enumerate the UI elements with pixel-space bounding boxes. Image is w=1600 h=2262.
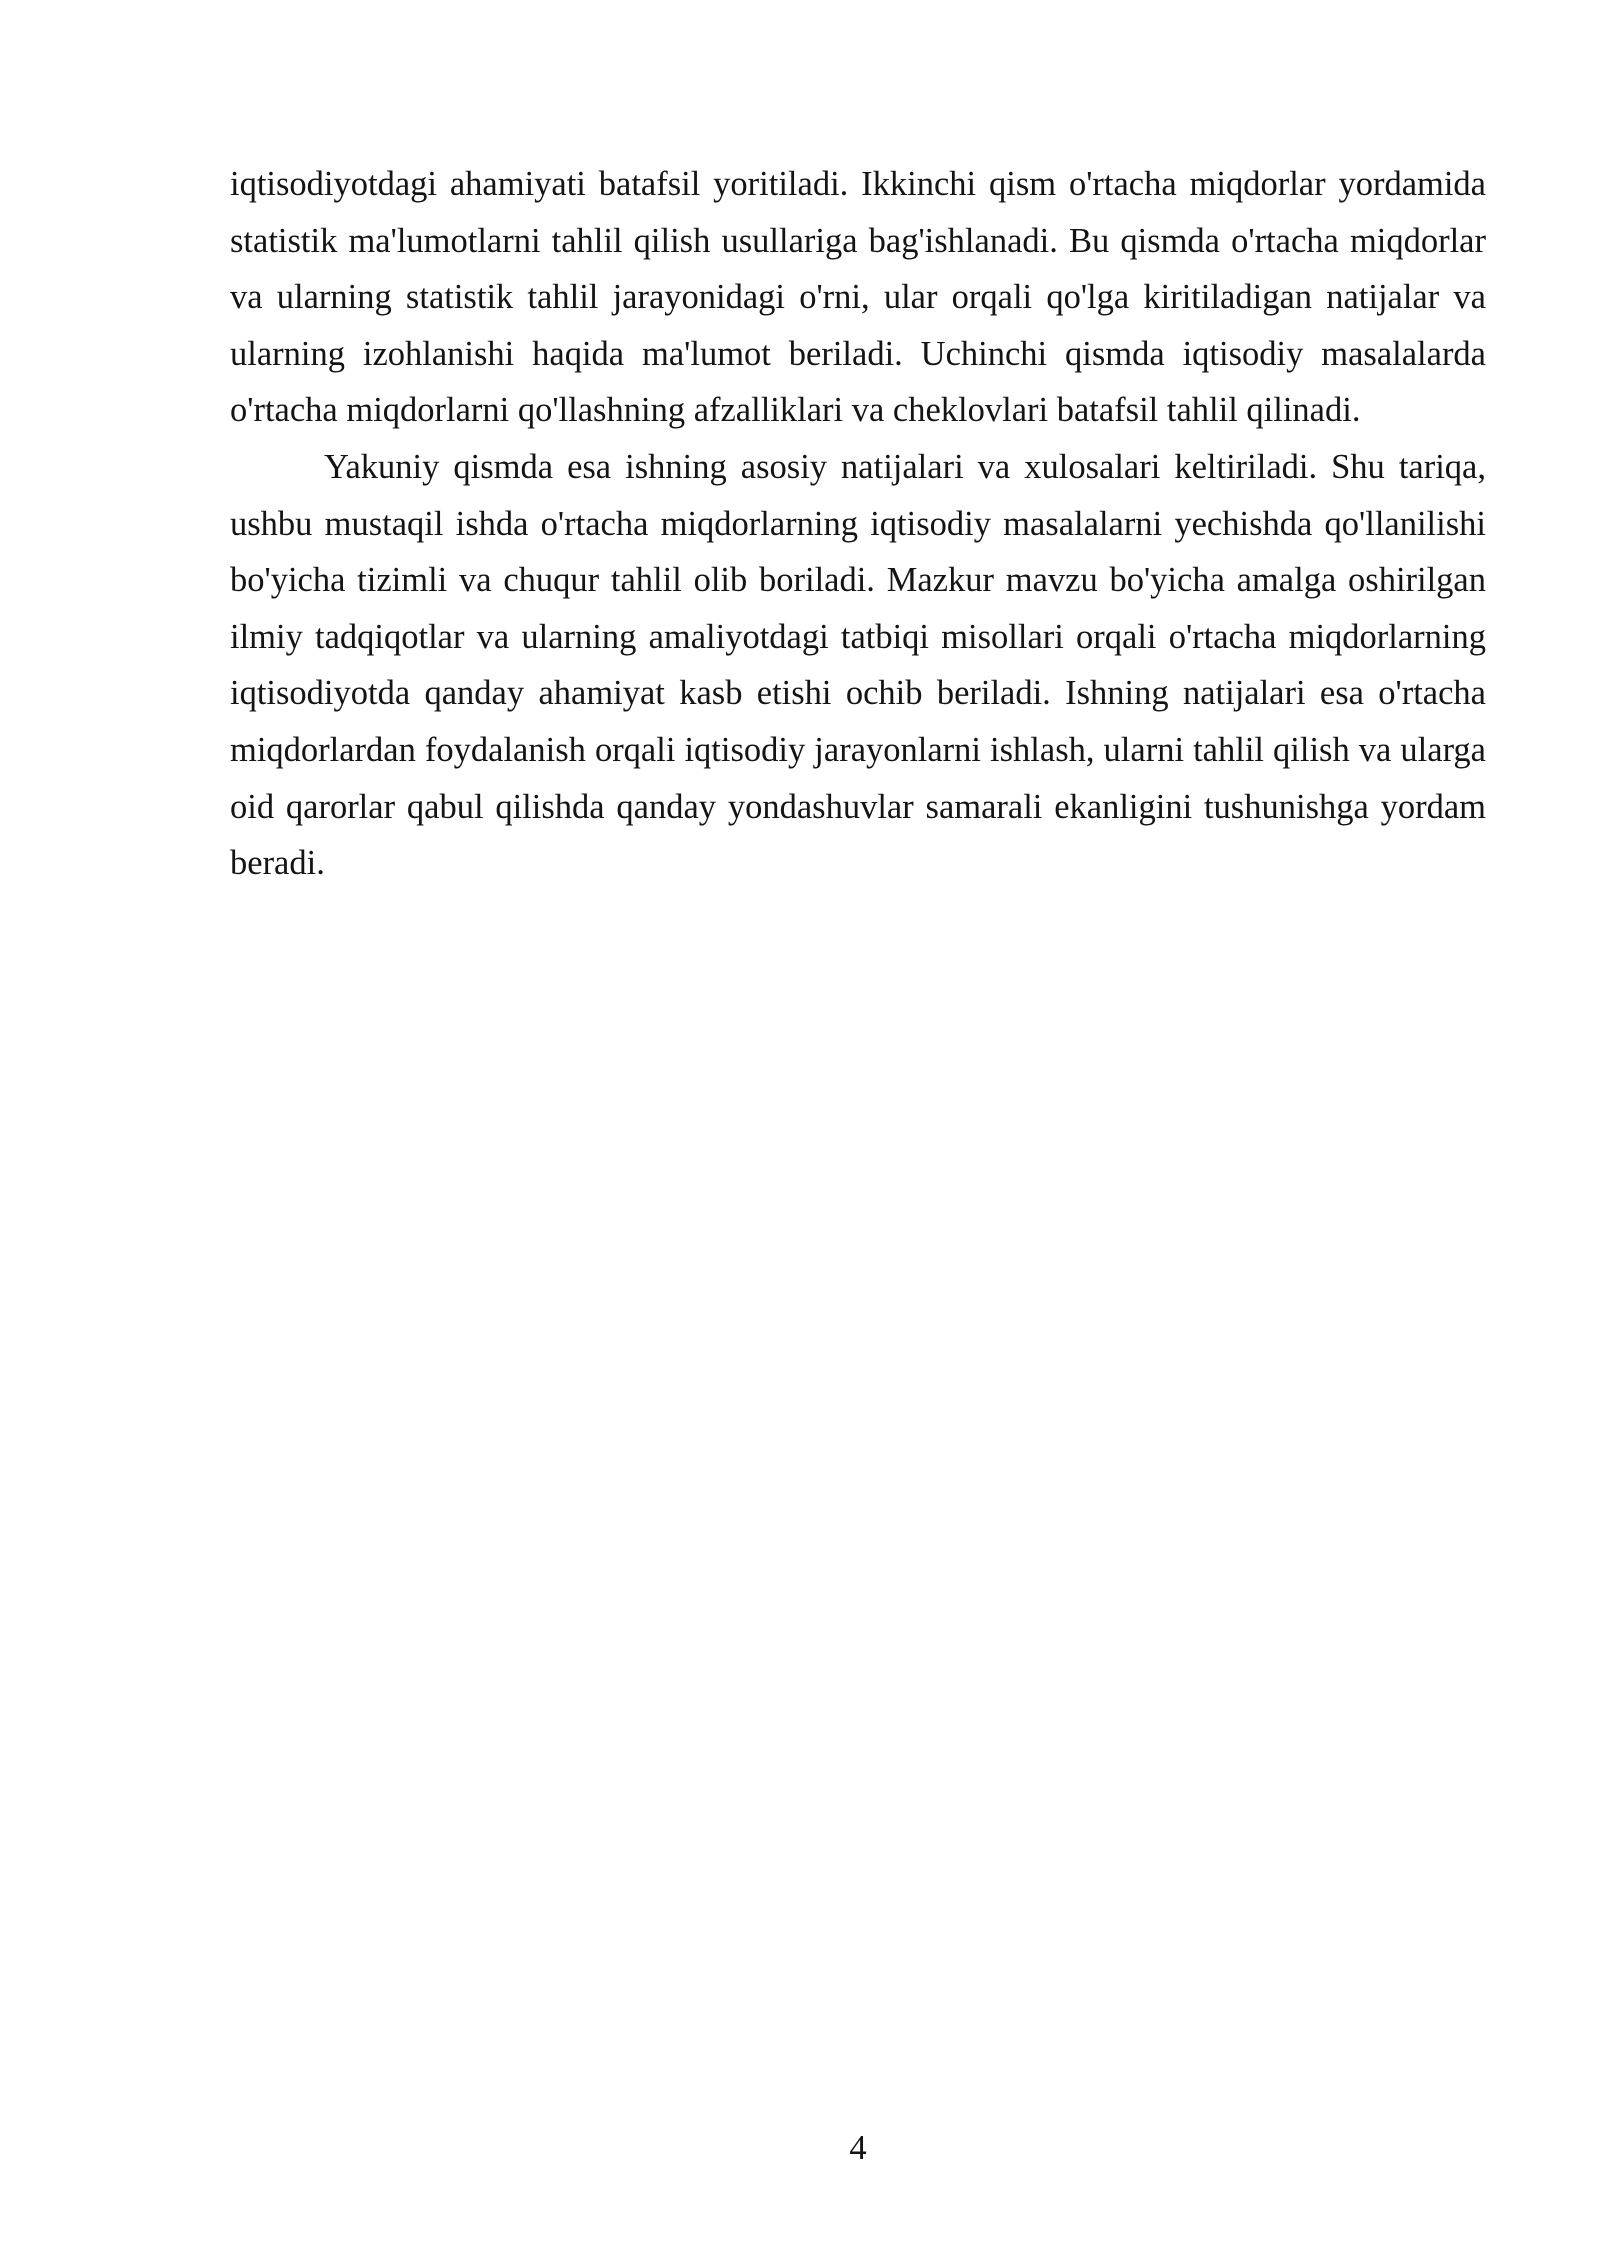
page-number: 4 <box>849 2129 867 2167</box>
body-text <box>230 156 1486 892</box>
paragraph-continuation: iqtisodiyotdagi ahamiyati batafsil yoritiladi. Ikkinchi qism o'rtacha miqdorlar yordamida statistik ma'lumotlarni tahlil qilish usullariga bag'ishlanadi. Bu qismda o'rtacha miqdorlar va ularning statistik tahlil jarayonidagi o'rni, ular orqali qo'lga kiritiladigan natijalar va ularning izohlanishi haqida ma'lumot beriladi. Uchinchi qismda iqtisodiy masalalarda o'rtacha miqdorlarni qo'llashning afzalliklari va cheklovlari batafsil tahlil qilinadi. <box>230 165 1486 430</box>
paragraph-conclusion: Yakuniy qismda esa ishning asosiy natijalari va xulosalari keltiriladi. Shu tariqa, ushbu mustaqil ishda o'rtacha miqdorlarning iqtisodiy masalalarni yechishda qo'llanilishi bo'yicha tizimli va chuqur tahlil olib boriladi. Mazkur mavzu bo'yicha amalga oshirilgan ilmiy tadqiqotlar va ularning amaliyotdagi tatbiqi misollari orqali o'rtacha miqdorlarning iqtisodiyotda qanday ahamiyat kasb etishi ochib beriladi. Ishning natijalari esa o'rtacha miqdorlardan foydalanish orqali iqtisodiy jarayonlarni ishlash, ularni tahlil qilish va ularga oid qarorlar qabul qilishda qanday yondashuvlar samarali ekanligini tushunishga yordam beradi. <box>230 447 1486 883</box>
